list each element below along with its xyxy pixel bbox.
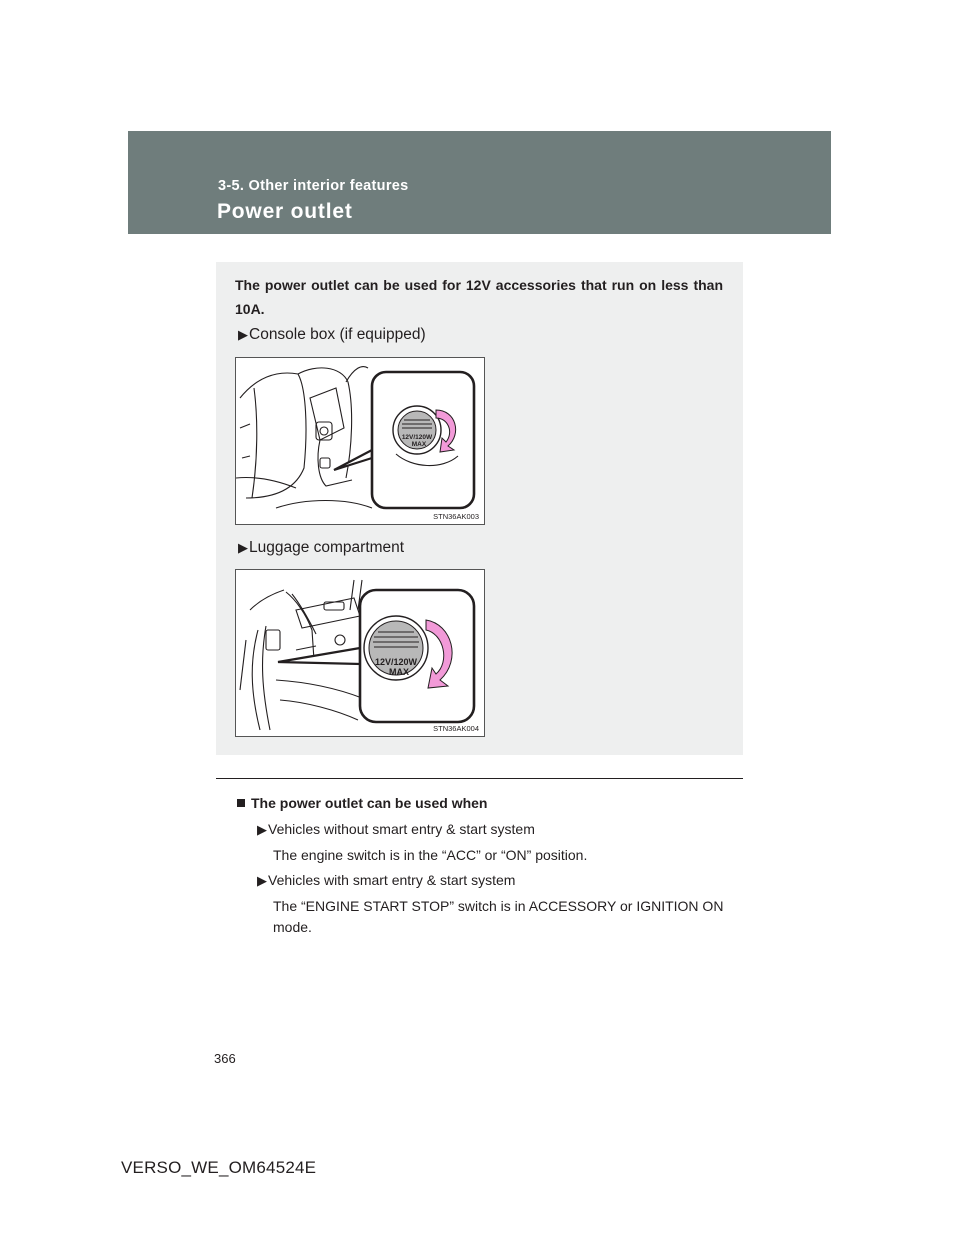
rating-label-top: 12V/120W xyxy=(401,434,433,441)
figure-label-luggage: ▶Luggage compartment xyxy=(238,539,405,556)
page-number: 366 xyxy=(214,1051,236,1066)
triangle-bullet-icon: ▶ xyxy=(238,327,248,342)
notes-heading: The power outlet can be used when xyxy=(237,795,487,811)
console-box-illustration xyxy=(235,357,485,525)
info-panel xyxy=(216,262,743,755)
section-header xyxy=(128,131,831,234)
note-item-label: ▶Vehicles without smart entry & start system xyxy=(257,821,535,837)
rating-label-bottom: MAX xyxy=(411,441,427,448)
square-bullet-icon xyxy=(237,799,245,807)
page-title: Power outlet xyxy=(217,200,353,223)
luggage-outlet-drawing xyxy=(236,570,484,736)
note-item-text-continued: mode. xyxy=(273,919,312,935)
rating-label-bottom: MAX xyxy=(389,667,409,677)
section-label: 3-5. Other interior features xyxy=(218,178,409,194)
figure-label-console: ▶Console box (if equipped) xyxy=(238,326,426,343)
rating-label-top: 12V/120W xyxy=(374,657,418,667)
triangle-bullet-icon: ▶ xyxy=(257,822,267,837)
document-code: VERSO_WE_OM64524E xyxy=(121,1158,317,1177)
note-item-text: The engine switch is in the “ACC” or “ON” position. xyxy=(273,847,588,863)
console-outlet-drawing xyxy=(236,358,484,524)
divider xyxy=(216,778,743,779)
triangle-bullet-icon: ▶ xyxy=(238,540,248,555)
intro-text: The power outlet can be used for 12V accessories that run on less than 10A. xyxy=(235,277,723,317)
note-item-label: ▶Vehicles with smart entry & start system xyxy=(257,872,516,888)
figure-code: STN36AK004 xyxy=(433,724,479,733)
figure-code: STN36AK003 xyxy=(433,512,479,521)
luggage-compartment-illustration xyxy=(235,569,485,737)
note-item-text: The “ENGINE START STOP” switch is in ACCESSORY or IGNITION ON xyxy=(273,898,724,914)
triangle-bullet-icon: ▶ xyxy=(257,873,267,888)
